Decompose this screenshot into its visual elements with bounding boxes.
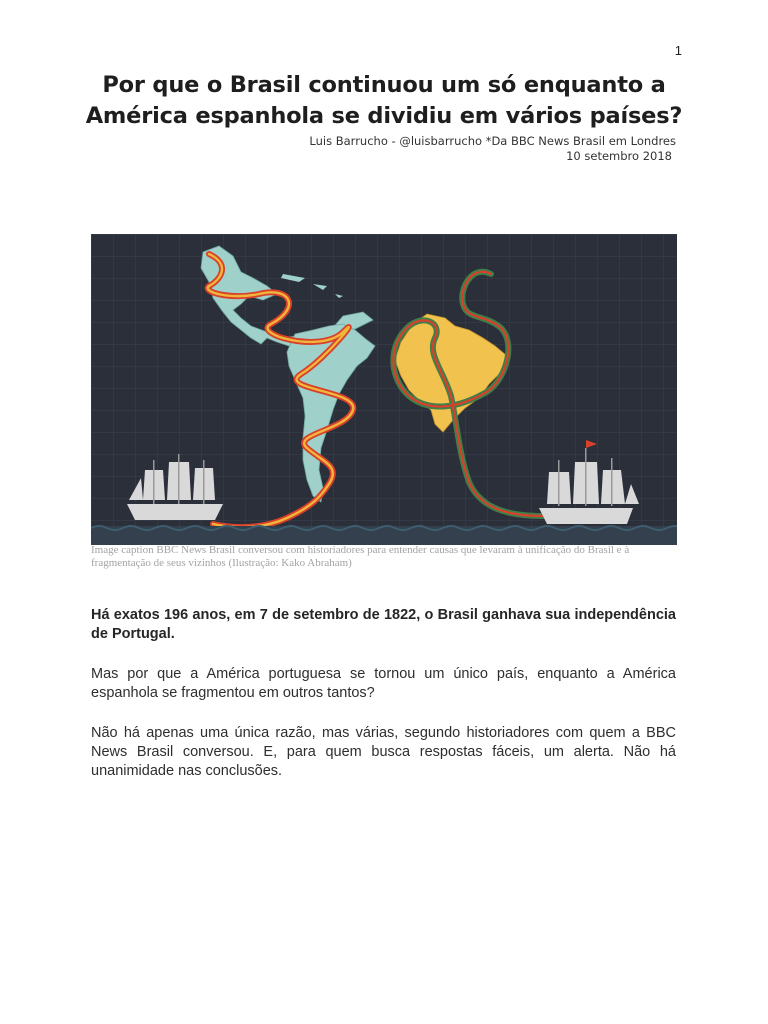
- body-paragraph-2: Mas por que a América portuguesa se tornou um único país, enquanto a América espanhola se fragmentou em outros tantos?: [91, 666, 676, 701]
- left-ship-mast-2: [178, 454, 180, 504]
- article-byline: [309, 134, 676, 164]
- illustration-figure: [91, 234, 677, 545]
- article-title-line-2: América espanhola se dividiu em vários países?: [85, 103, 683, 129]
- page-number: 1: [674, 43, 682, 58]
- left-ship-mast-3: [203, 460, 205, 504]
- figure-caption: Image caption BBC News Brasil conversou com historiadores para entender causas que levaram à unificação do Brasil e à fragmentação de seus vizinhos (Ilustração: Kako Abraham): [91, 544, 630, 569]
- right-ship-sail-3: [601, 470, 625, 504]
- right-ship-hull: [539, 508, 633, 524]
- right-ship-mast-2: [585, 448, 587, 506]
- lead-paragraph: Há exatos 196 anos, em 7 de setembro de 1822, o Brasil ganhava sua independência de Portugal.: [91, 607, 676, 642]
- left-ship-mast-1: [153, 460, 155, 504]
- article-title-line-1: Por que o Brasil continuou um só enquanto a: [102, 72, 666, 98]
- publish-date: 10 setembro 2018: [566, 149, 672, 163]
- right-ship-mast-3: [611, 458, 613, 506]
- left-ship-hull: [127, 504, 223, 520]
- article-title: [60, 70, 708, 132]
- body-paragraph-3: Não há apenas uma única razão, mas várias, segundo historiadores com quem a BBC News Brasil conversou. E, para quem busca respostas fáceis, um alerta. Não há unanimidade nas conclusões.: [91, 725, 676, 779]
- author-line: Luis Barrucho - @luisbarrucho *Da BBC News Brasil em Londres: [309, 134, 676, 148]
- right-ship-mast-1: [558, 460, 560, 506]
- illustration-map: [91, 234, 677, 545]
